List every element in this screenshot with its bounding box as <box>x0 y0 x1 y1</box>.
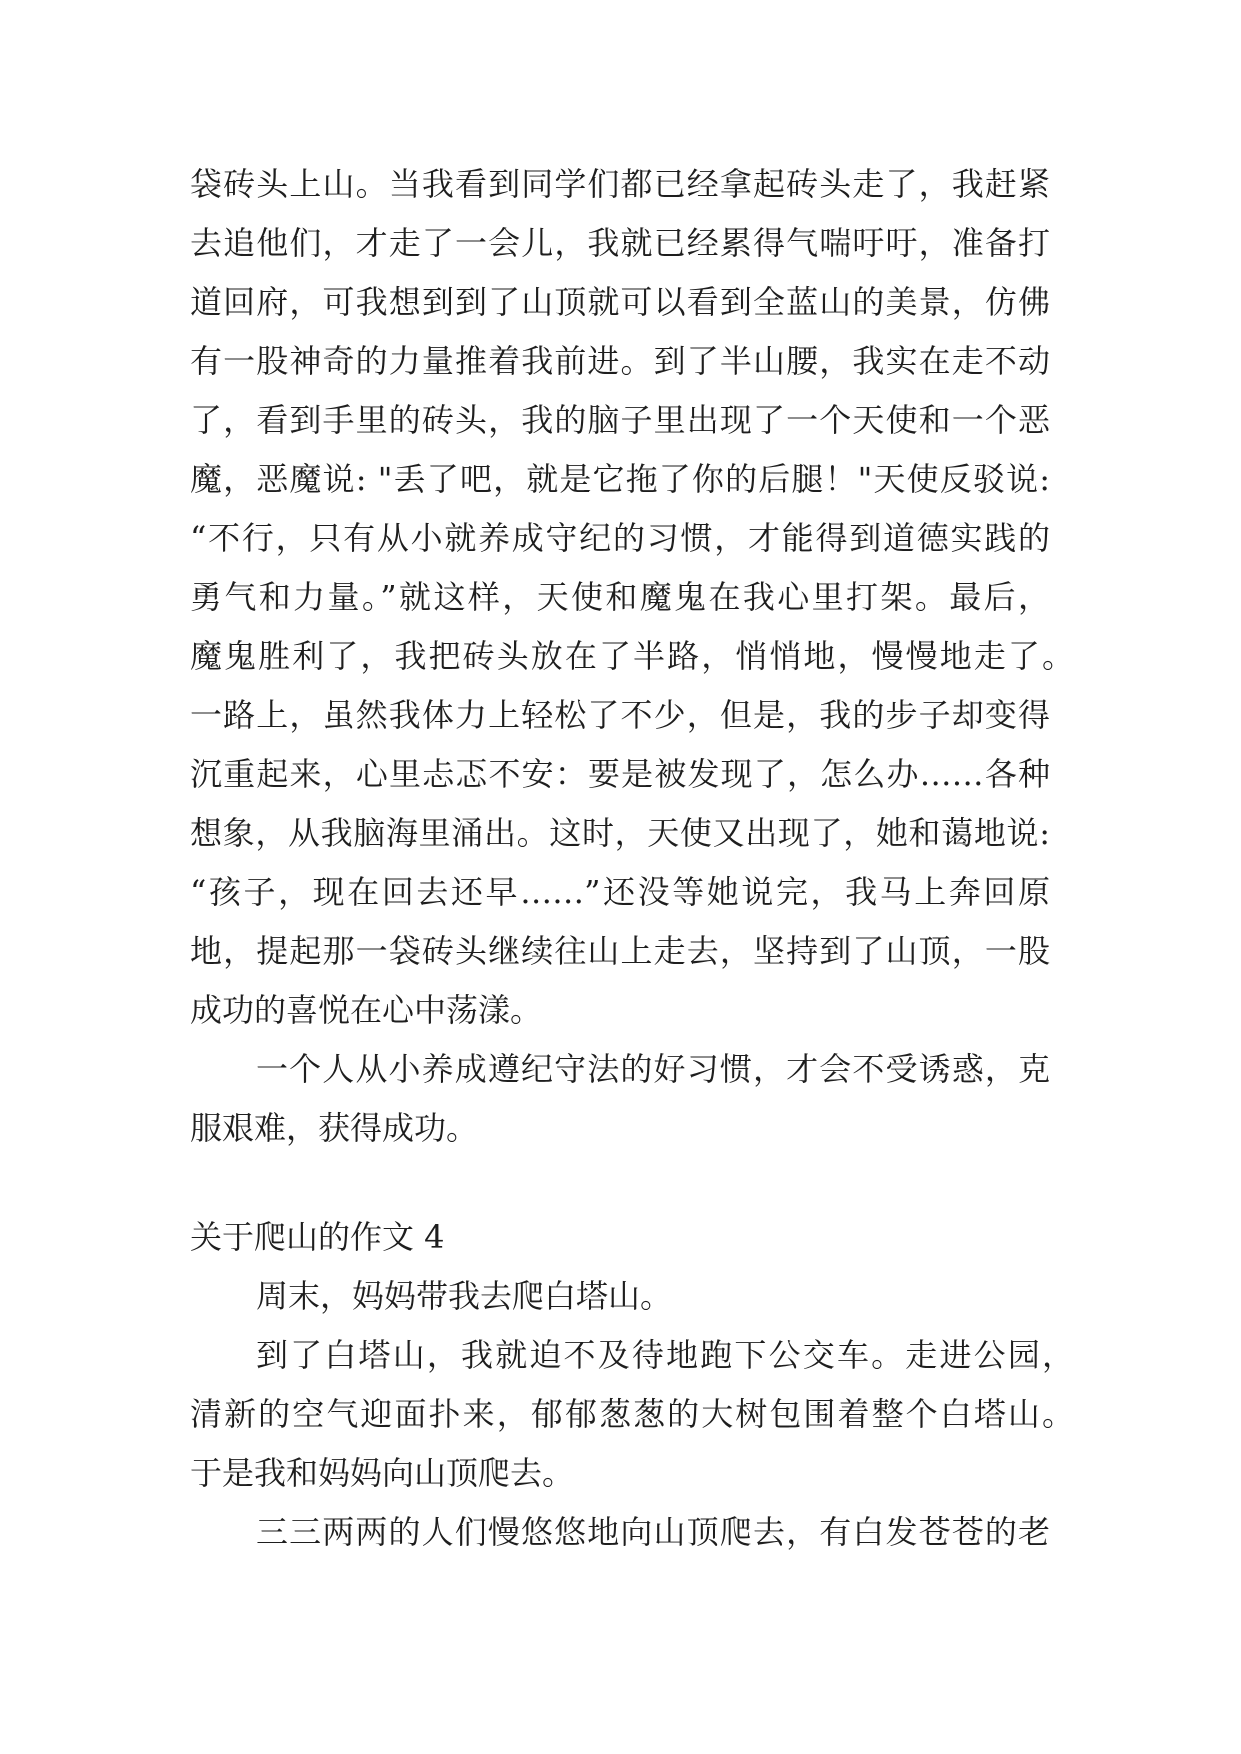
paragraph <box>190 1267 1074 1326</box>
text-line: 沉重起来，心里忐忑不安：要是被发现了，怎么办……各种 <box>190 755 1050 793</box>
essay-title: 关于爬山的作文 4 <box>190 1218 445 1256</box>
text-line: 有一股神奇的力量推着我前进。到了半山腰，我实在走不动 <box>190 342 1050 380</box>
text-line: 成功的喜悦在心中荡漾。 <box>190 991 543 1029</box>
text-line: 想象，从我脑海里涌出。这时，天使又出现了，她和蔼地说: <box>190 814 1050 852</box>
paragraph <box>190 1503 1074 1562</box>
text-line: 了，看到手里的砖头，我的脑子里出现了一个天使和一个恶 <box>190 401 1050 439</box>
text-line: 一个人从小养成遵纪守法的好习惯，才会不受诱惑，克 <box>256 1050 1050 1088</box>
text-line: 道回府，可我想到到了山顶就可以看到全蓝山的美景，仿佛 <box>190 283 1050 321</box>
paragraph <box>190 155 1074 1040</box>
text-line: “不行，只有从小就养成守纪的习惯，才能得到道德实践的 <box>190 519 1050 557</box>
text-line: “孩子，现在回去还早……”还没等她说完，我马上奔回原 <box>190 873 1050 911</box>
text-line: 清新的空气迎面扑来，郁郁葱葱的大树包围着整个白塔山。 <box>190 1395 1074 1433</box>
text-line: 服艰难，获得成功。 <box>190 1109 479 1147</box>
text-line: 袋砖头上山。当我看到同学们都已经拿起砖头走了，我赶紧 <box>190 165 1050 203</box>
text-line: 一路上，虽然我体力上轻松了不少，但是，我的步子却变得 <box>190 696 1050 734</box>
text-line: 去追他们，才走了一会儿，我就已经累得气喘吁吁，准备打 <box>190 224 1050 262</box>
text-line: 周末，妈妈带我去爬白塔山。 <box>256 1277 673 1315</box>
paragraph <box>190 1040 1074 1158</box>
text-line: 到了白塔山，我就迫不及待地跑下公交车。走进公园， <box>256 1336 1074 1374</box>
document-body <box>190 155 1074 1562</box>
text-line: 魔，恶魔说: "丢了吧，就是它拖了你的后腿！"天使反驳说: <box>190 460 1050 498</box>
text-line: 于是我和妈妈向山顶爬去。 <box>190 1454 575 1492</box>
text-line: 魔鬼胜利了，我把砖头放在了半路，悄悄地，慢慢地走了。 <box>190 637 1074 675</box>
paragraph <box>190 1326 1074 1503</box>
text-line: 地，提起那一袋砖头继续往山上走去，坚持到了山顶，一股 <box>190 932 1050 970</box>
text-line: 勇气和力量。”就这样，天使和魔鬼在我心里打架。最后， <box>190 578 1050 616</box>
text-line: 三三两两的人们慢悠悠地向山顶爬去，有白发苍苍的老 <box>256 1513 1050 1551</box>
